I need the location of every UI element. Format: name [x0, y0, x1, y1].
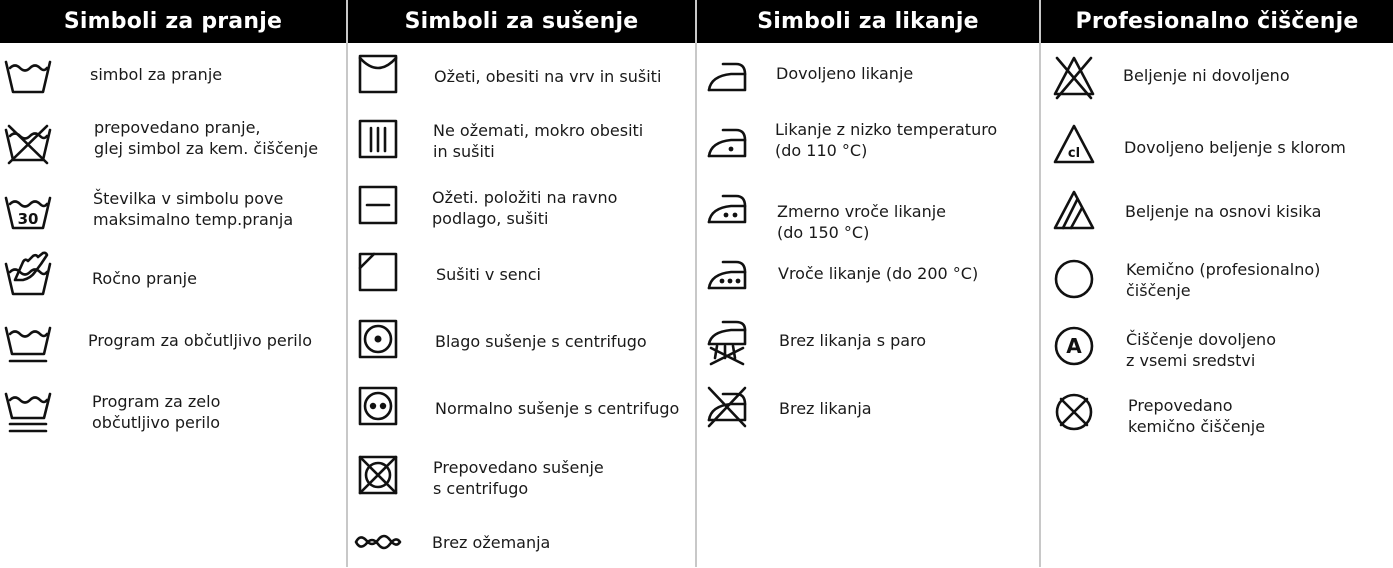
item-text: Ročno pranje — [92, 269, 197, 288]
no-dry-clean-icon — [1049, 387, 1099, 437]
item-text: Beljenje ni dovoljeno — [1123, 66, 1290, 85]
item-text: Ožeti, obesiti na vrv in sušiti — [434, 67, 662, 86]
item-text: Beljenje na osnovi kisika — [1125, 202, 1322, 221]
oxygen-bleach-icon — [1049, 186, 1099, 236]
wash-temp-label: 30 — [17, 210, 39, 228]
very-delicate-wash-icon — [3, 386, 53, 436]
column-title: Simboli za pranje — [0, 0, 346, 43]
item-text: Ne ožemati, mokro obesiti in sušiti — [433, 121, 644, 161]
item-text: Prepovedano sušenje s centrifugo — [433, 458, 604, 498]
item-text: Blago sušenje s centrifugo — [435, 332, 647, 351]
item-text: Čiščenje dovoljeno z vsemi sredstvi — [1126, 330, 1276, 370]
item-text: Prepovedano kemično čiščenje — [1128, 396, 1266, 436]
no-wash-icon — [3, 118, 53, 168]
dry-flat-icon — [354, 181, 404, 231]
column-drying — [348, 0, 695, 567]
item-text: Zmerno vroče likanje (do 150 °C) — [777, 202, 947, 242]
item-text: Program za zelo občutljivo perilo — [92, 392, 221, 432]
column-washing — [0, 0, 346, 567]
column-title: Simboli za likanje — [697, 0, 1039, 43]
dry-in-shade-icon — [354, 248, 404, 298]
item-text: Brez likanja — [779, 399, 872, 418]
item-text: Številka v simbolu pove maksimalno temp.pranja — [93, 189, 294, 229]
item-text: Dovoljeno likanje — [776, 64, 914, 83]
item-text: Vroče likanje (do 200 °C) — [778, 264, 979, 283]
dry-clean-icon — [1049, 254, 1099, 304]
drip-dry-icon — [354, 115, 404, 165]
dry-clean-any-icon — [1049, 321, 1099, 371]
tumble-dry-low-icon — [354, 315, 404, 365]
solvent-label: A — [1066, 334, 1082, 358]
item-text: Brez likanja s paro — [779, 331, 927, 350]
column-ironing — [697, 0, 1039, 567]
item-text: Ožeti. položiti na ravno podlago, sušiti — [432, 188, 618, 228]
iron-icon — [703, 52, 753, 102]
item-text: Kemično (profesionalno) čiščenje — [1126, 260, 1321, 300]
column-professional-cleaning — [1041, 0, 1393, 567]
chlorine-label: cl — [1067, 146, 1081, 161]
chlorine-bleach-icon — [1049, 120, 1099, 170]
iron-low-icon — [703, 118, 753, 168]
iron-high-icon — [703, 250, 753, 300]
no-steam-icon — [703, 316, 753, 366]
iron-medium-icon — [703, 184, 753, 234]
item-text: Program za občutljivo perilo — [88, 331, 312, 350]
item-text: Sušiti v senci — [436, 265, 541, 284]
no-iron-icon — [703, 382, 753, 432]
column-title: Simboli za sušenje — [348, 0, 695, 43]
line-dry-icon — [354, 50, 404, 100]
column-title: Profesionalno čiščenje — [1041, 0, 1393, 43]
wash-30-icon — [3, 186, 53, 236]
item-text: Brez ožemanja — [432, 533, 551, 552]
no-bleach-icon — [1049, 52, 1099, 102]
item-text: simbol za pranje — [90, 65, 223, 84]
hand-wash-icon — [3, 250, 53, 300]
item-text: Likanje z nizko temperaturo (do 110 °C) — [775, 120, 998, 160]
delicate-wash-icon — [3, 318, 53, 368]
item-text: Dovoljeno beljenje s klorom — [1124, 138, 1346, 157]
item-text: Normalno sušenje s centrifugo — [435, 399, 680, 418]
no-wring-icon — [354, 518, 404, 568]
wash-tub-icon — [3, 50, 53, 100]
tumble-dry-normal-icon — [354, 382, 404, 432]
no-tumble-dry-icon — [354, 451, 404, 501]
item-text: prepovedano pranje, glej simbol za kem. čiščenje — [94, 118, 319, 158]
